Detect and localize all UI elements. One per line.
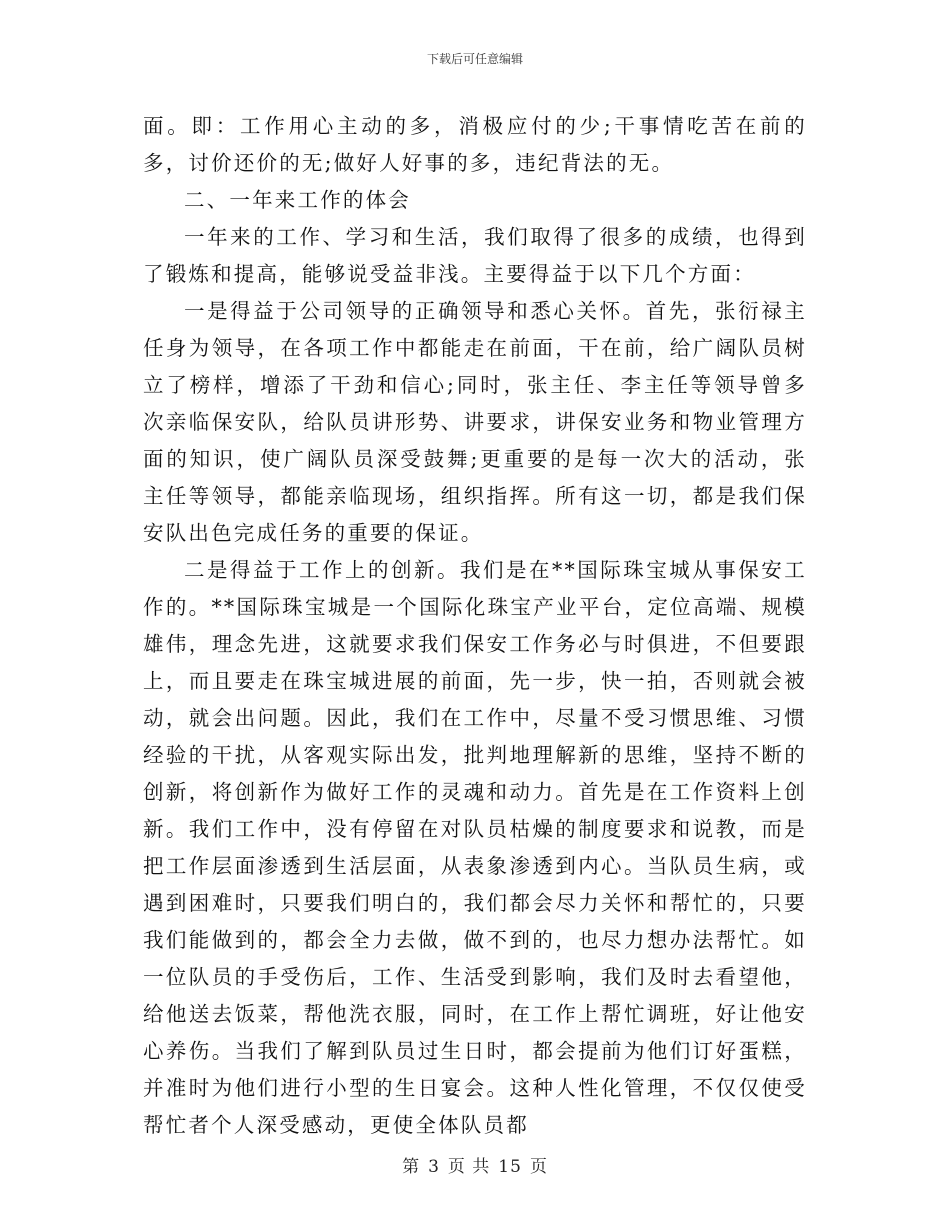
document-body <box>143 108 807 1144</box>
paragraph-leadership: 一是得益于公司领导的正确领导和悉心关怀。首先，张衍禄主任身为领导，在各项工作中都能走在前面，干在前，给广阔队员树立了榜样，增添了干劲和信心;同时，张主任、李主任等领导曾多次亲临保安队，给队员讲形势、讲要求，讲保安业务和物业管理方面的知识，使广阔队员深受鼓舞;更重要的是每一次大的活动，张主任等领导，都能亲临现场，组织指挥。所有这一切，都是我们保安队出色完成任务的重要的保证。 <box>143 299 807 545</box>
section-heading: 二、一年来工作的体会 <box>184 188 411 212</box>
paragraph-intro: 一年来的工作、学习和生活，我们取得了很多的成绩，也得到了锻炼和提高，能够说受益非浅。主要得益于以下几个方面： <box>143 225 807 286</box>
page-header: 下载后可任意编辑 <box>426 52 523 66</box>
paragraph-innovation: 二是得益于工作上的创新。我们是在**国际珠宝城从事保安工作的。**国际珠宝城是一个国际化珠宝产业平台，定位高端、规模雄伟，理念先进，这就要求我们保安工作务必与时俱进，不但要跟上，而且要走在珠宝城进展的前面，先一步，快一拍，否则就会被动，就会出问题。因此，我们在工作中，尽量不受习惯思维、习惯经验的干扰，从客观实际出发，批判地理解新的思维，坚持不断的创新，将创新作为做好工作的灵魂和动力。首先是在工作资料上创新。我们工作中，没有停留在对队员枯燥的制度要求和说教，而是把工作层面渗透到生活层面，从表象渗透到内心。当队员生病，或遇到困难时，只要我们明白的，我们都会尽力关怀和帮忙的，只要我们能做到的，都会全力去做，做不到的，也尽力想办法帮忙。如一位队员的手受伤后，工作、生活受到影响，我们及时去看望他，给他送去饭菜，帮他洗衣服，同时，在工作上帮忙调班，好让他安心养伤。当我们了解到队员过生日时，都会提前为他们订好蛋糕，并准时为他们进行小型的生日宴会。这种人性化管理，不仅仅使受帮忙者个人深受感动，更使全体队员都 <box>143 558 807 1137</box>
page-footer <box>0 1152 950 1177</box>
footer-middle: 页 共 <box>447 1157 491 1177</box>
footer-total-pages: 15 <box>498 1157 522 1177</box>
footer-suffix: 页 <box>529 1157 548 1177</box>
paragraph-continuation: 面。即：工作用心主动的多，消极应付的少;干事情吃苦在前的多，讨价还价的无;做好人好事的多，违纪背法的无。 <box>143 114 807 175</box>
footer-prefix: 第 <box>402 1157 421 1177</box>
footer-current-page: 3 <box>428 1157 440 1177</box>
